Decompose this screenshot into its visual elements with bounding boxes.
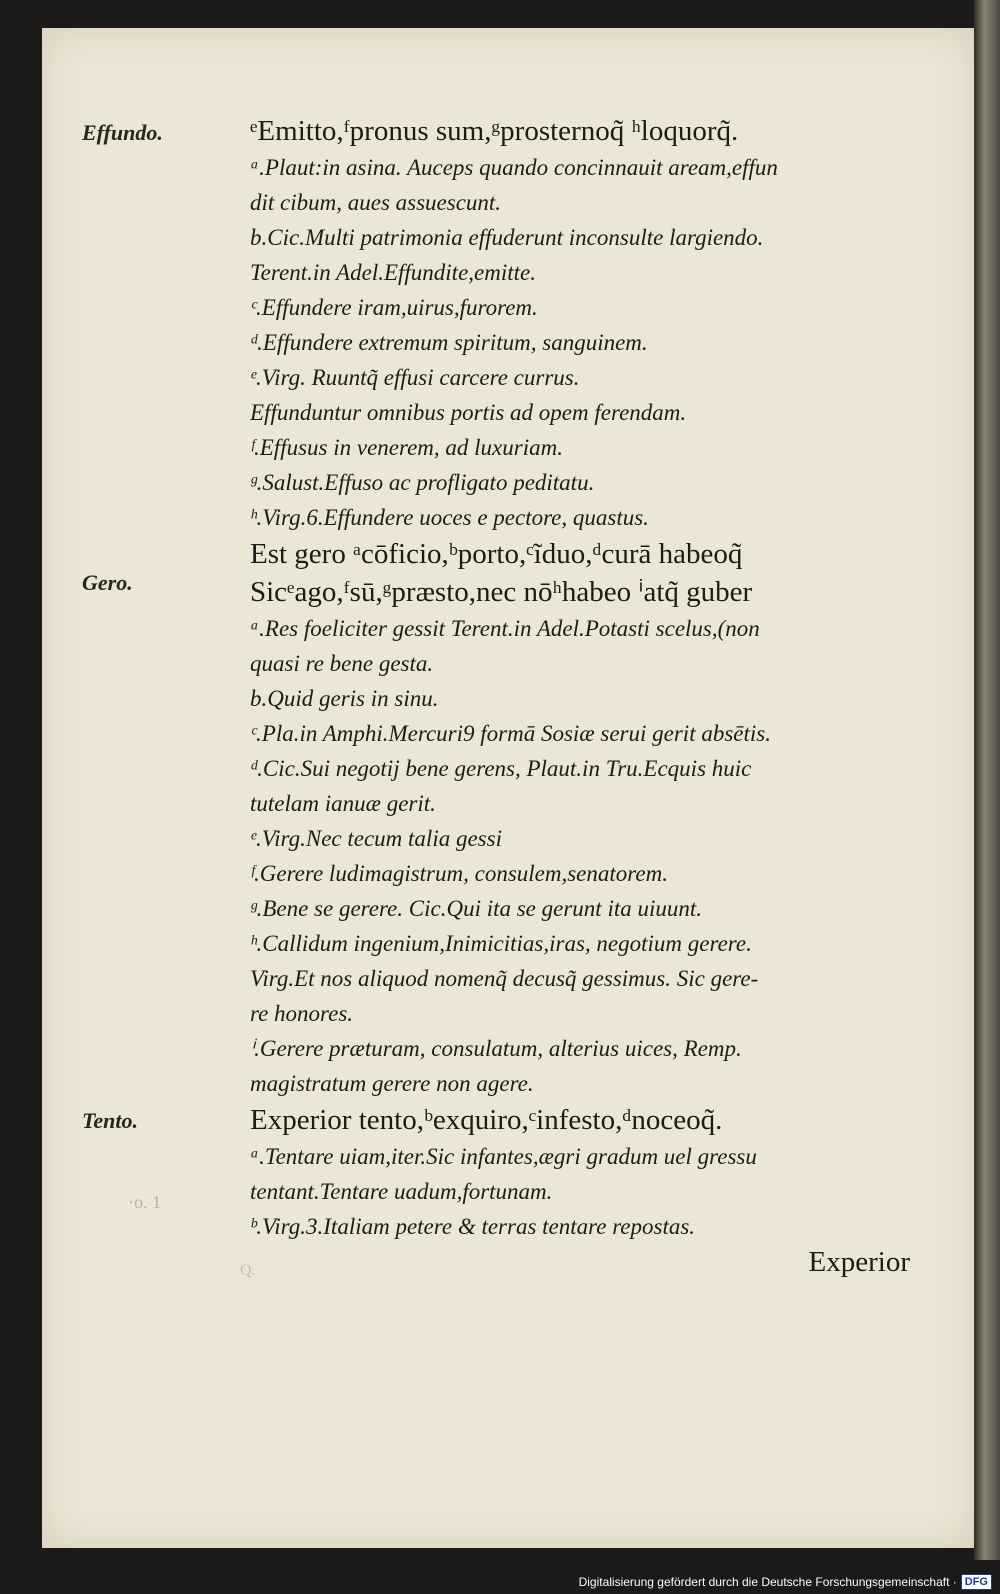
text-line: ʰ.Virg.6.Effundere uoces e pectore, quastus. bbox=[250, 505, 649, 530]
text-line: Effunduntur omnibus portis ad opem ferendam. bbox=[250, 400, 687, 425]
text-line: ᶜ.Pla.in Amphi.Mercuri9 formā Sosiæ serui gerit absētis. bbox=[250, 721, 771, 746]
catchword: Experior bbox=[808, 1246, 910, 1278]
margin-label-gero: Gero. bbox=[82, 570, 133, 595]
text-line: b.Quid geris in sinu. bbox=[250, 686, 439, 711]
text-line: magistratum gerere non agere. bbox=[250, 1071, 534, 1096]
text-line: Sicᵉago,ᶠsū,ᵍpræsto,nec nōʰhabeo ⁱatq̃ guber bbox=[250, 576, 753, 608]
text-line: ᵍ.Salust.Effuso ac profligato peditatu. bbox=[250, 470, 595, 495]
text-line: tutelam ianuæ gerit. bbox=[250, 791, 436, 816]
text-line: ᵃ.Tentare uiam,iter.Sic infantes,ægri gradum uel gressu bbox=[250, 1144, 757, 1169]
text-line: ᵈ.Effundere extremum spiritum, sanguinem. bbox=[250, 330, 648, 355]
bleed-through-mark: ·o. 1 bbox=[128, 1192, 161, 1212]
text-line: ᶠ.Gerere ludimagistrum, consulem,senatorem. bbox=[250, 861, 668, 886]
text-line: ʰ.Callidum ingenium,Inimicitias,iras, negotium gerere. bbox=[250, 931, 752, 956]
text-line: ᵃ.Res foeliciter gessit Terent.in Adel.Potasti scelus,(non bbox=[250, 616, 760, 641]
credit-text: Digitalisierung gefördert durch die Deutsche Forschungsgemeinschaft · bbox=[578, 1575, 957, 1589]
text-line: ᶠ.Effusus in venerem, ad luxuriam. bbox=[250, 435, 563, 460]
text-line: re honores. bbox=[250, 1001, 354, 1026]
text-line: Est gero ᵃcōficio,ᵇporto,ᶜĩduo,ᵈcurā habeoq̃ bbox=[250, 538, 743, 570]
text-line: quasi re bene gesta. bbox=[250, 651, 434, 676]
text-line: ᵈ.Cic.Sui negotij bene gerens, Plaut.in Tru.Ecquis huic bbox=[250, 756, 752, 781]
text-line: Virg.Et nos aliquod nomenq̃ decusq̃ gessimus. Sic gere- bbox=[250, 966, 759, 991]
text-line: tentant.Tentare uadum,fortunam. bbox=[250, 1179, 553, 1204]
digitization-credit bbox=[579, 1574, 992, 1590]
text-line: dit cibum, aues assuescunt. bbox=[250, 190, 502, 215]
text-line: ᵉ.Virg.Nec tecum talia gessi bbox=[250, 826, 502, 851]
text-line: Experior tento,ᵇexquiro,ᶜinfesto,ᵈnoceoq̃. bbox=[250, 1104, 723, 1136]
margin-label-tento: Tento. bbox=[82, 1108, 139, 1133]
text-line: ᵃ.Plaut:in asina. Auceps quando concinnauit aream,effun bbox=[250, 155, 778, 180]
bleed-through-mark: Q. bbox=[240, 1262, 256, 1279]
text-line: ᵉ.Virg. Ruuntq̃ effusi carcere currus. bbox=[250, 365, 580, 390]
text-line: ᶜ.Effundere iram,uirus,furorem. bbox=[250, 295, 538, 320]
dfg-logo: DFG bbox=[961, 1574, 992, 1590]
book-edge bbox=[974, 0, 1000, 1560]
text-line: ⁱ.Gerere præturam, consulatum, alterius uices, Remp. bbox=[250, 1036, 742, 1061]
margin-label-effundo: Effundo. bbox=[82, 120, 163, 145]
text-line: Terent.in Adel.Effundite,emitte. bbox=[250, 260, 536, 285]
page-text-body bbox=[250, 112, 940, 1280]
text-line: ᵉEmitto,ᶠpronus sum,ᵍprosternoq̃ ʰloquorq̃. bbox=[250, 115, 739, 147]
text-line: b.Cic.Multi patrimonia effuderunt inconsulte largiendo. bbox=[250, 225, 764, 250]
text-line: ᵇ.Virg.3.Italiam petere & terras tentare repostas. bbox=[250, 1214, 696, 1239]
text-line: ᵍ.Bene se gerere. Cic.Qui ita se gerunt ita uiuunt. bbox=[250, 896, 703, 921]
